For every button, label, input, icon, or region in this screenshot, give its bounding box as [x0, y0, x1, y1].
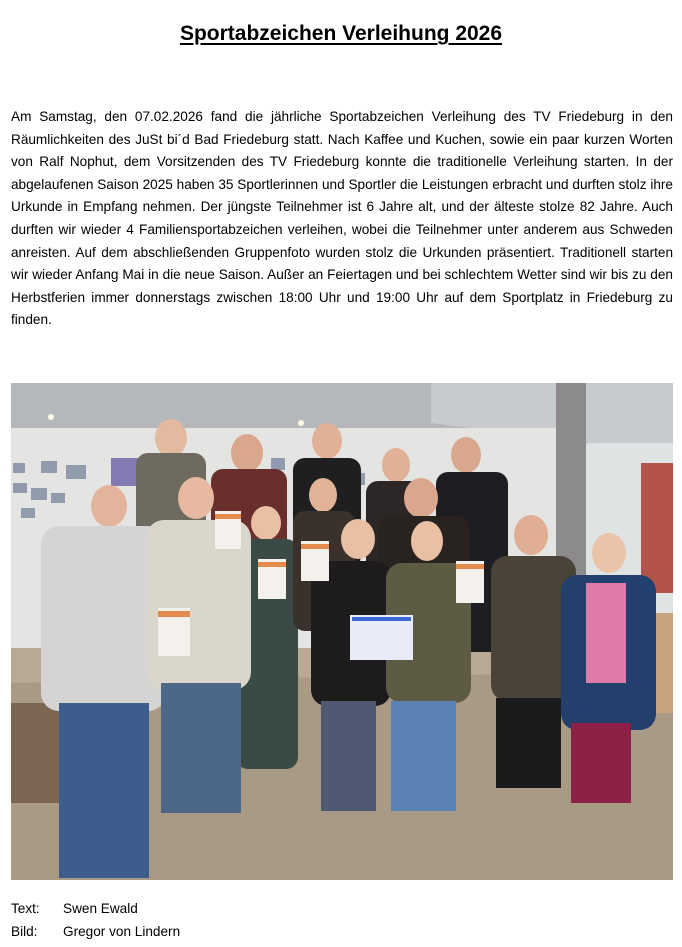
- group-photo: [11, 383, 673, 880]
- credit-text: [11, 898, 180, 921]
- credit-value: Swen Ewald: [63, 901, 138, 916]
- credit-image: [11, 921, 180, 944]
- credit-value: Gregor von Lindern: [63, 923, 181, 939]
- article-body: Am Samstag, den 07.02.2026 fand die jährliche Sportabzeichen Verleihung des TV Friedeburg in den Räumlichkeiten des JuSt bi´d Bad Friedeburg statt. Nach Kaffee und Kuchen, sowie ein paar kurzen Worten von Ralf Nophut, dem Vorsitzenden des TV Friedeburg konnte die traditionelle Verleihung starten. In der abgelaufenen Saison 2025 haben 35 Sportlerinnen und Sportler die Leistungen erbracht und durften stolz ihre Urkunde in Empfang nehmen. Der jüngste Teilnehmer ist 6 Jahre alt, und der älteste stolze 82 Jahre. Auch durften wir wieder 4 Familiensportabzeichen verleihen, wobei die Teilnehmer unter anderem aus Schweden anreisten. Auf dem abschließenden Gruppenfoto wurden stolz die Urkunden präsentiert. Traditionell starten wir wieder Anfang Mai in die neue Saison. Außer an Feiertagen und bei schlechtem Wetter sind wir bis zu den Herbstferien immer donnerstags zwischen 18:00 Uhr und 19:00 Uhr auf dem Sportplatz in Friedeburg zu finden.: [11, 109, 673, 328]
- credit-label: Bild:: [11, 923, 38, 939]
- title-text: Sportabzeichen Verleihung 2026: [179, 22, 503, 45]
- page-title: [0, 22, 682, 46]
- credit-label: Text:: [11, 901, 40, 916]
- credits: [11, 898, 180, 943]
